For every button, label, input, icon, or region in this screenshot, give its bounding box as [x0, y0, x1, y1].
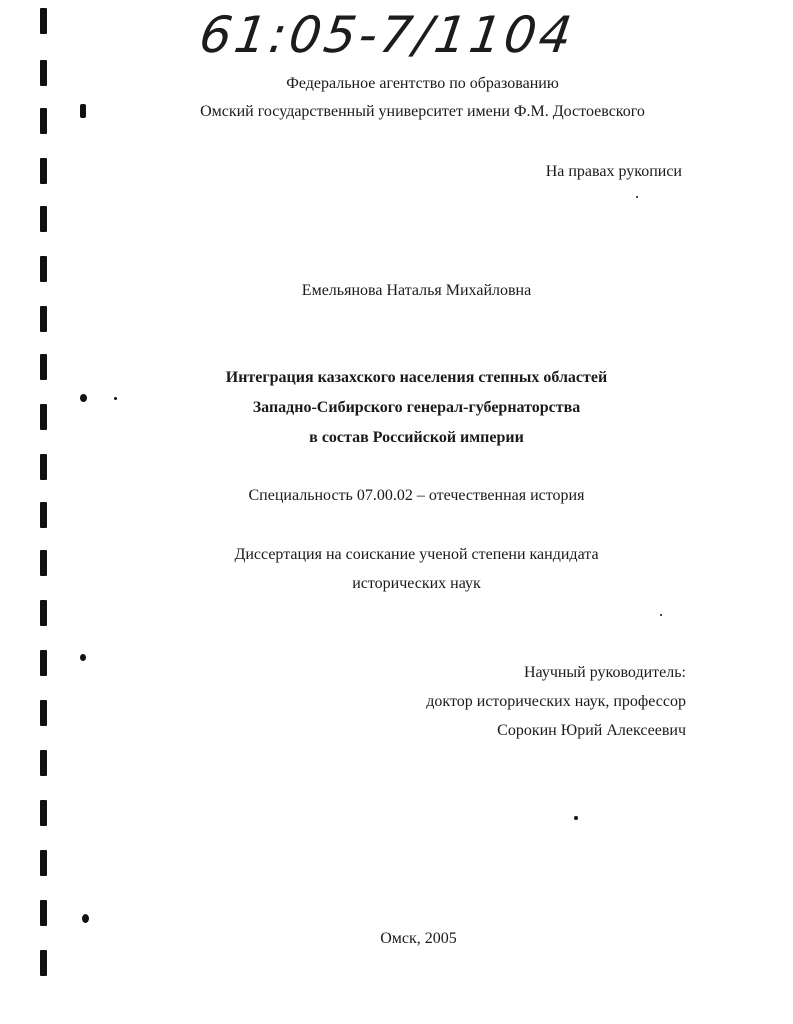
specialty: Специальность 07.00.02 – отечественная история: [248, 487, 585, 504]
agency-name: Федеральное агентство по образованию: [286, 75, 559, 92]
binding-mark: [40, 800, 47, 826]
scan-speck: [636, 196, 638, 198]
binding-mark: [40, 8, 47, 34]
university-name: Омский государственный университет имени Ф.М. Достоевского: [200, 103, 645, 120]
supervisor-label: Научный руководитель:: [523, 664, 686, 681]
city-year: Омск, 2005: [380, 930, 457, 947]
scan-speck: [660, 614, 662, 616]
manuscript-rights: На правах рукописи: [545, 163, 682, 180]
binding-mark: [40, 454, 47, 480]
binding-mark: [40, 256, 47, 282]
binding-mark: [40, 750, 47, 776]
dissertation-degree-line-2: исторических наук: [352, 575, 481, 592]
binding-mark: [40, 158, 47, 184]
author-name: Емельянова Наталья Михайловна: [301, 282, 532, 299]
binding-mark: [40, 206, 47, 232]
binding-mark: [40, 306, 47, 332]
binding-mark: [40, 650, 47, 676]
binding-mark: [40, 950, 47, 976]
supervisor-name: Сорокин Юрий Алексеевич: [497, 722, 686, 739]
scan-speck: [82, 914, 89, 923]
archive-number: 61:05-7/1104: [195, 6, 579, 64]
dissertation-title-line-1: Интеграция казахского населения степных областей: [225, 369, 608, 386]
dissertation-title-line-2: Западно-Сибирского генерал-губернаторства: [252, 399, 581, 416]
binding-mark: [40, 600, 47, 626]
dissertation-title-line-3: в состав Российской империи: [309, 429, 524, 446]
supervisor-degree: доктор исторических наук, профессор: [426, 693, 686, 710]
binding-mark: [40, 900, 47, 926]
dissertation-degree-line-1: Диссертация на соискание ученой степени кандидата: [234, 546, 599, 563]
scan-speck: [80, 654, 86, 661]
scan-speck: [574, 816, 578, 820]
binding-mark: [40, 700, 47, 726]
binding-mark: [40, 850, 47, 876]
